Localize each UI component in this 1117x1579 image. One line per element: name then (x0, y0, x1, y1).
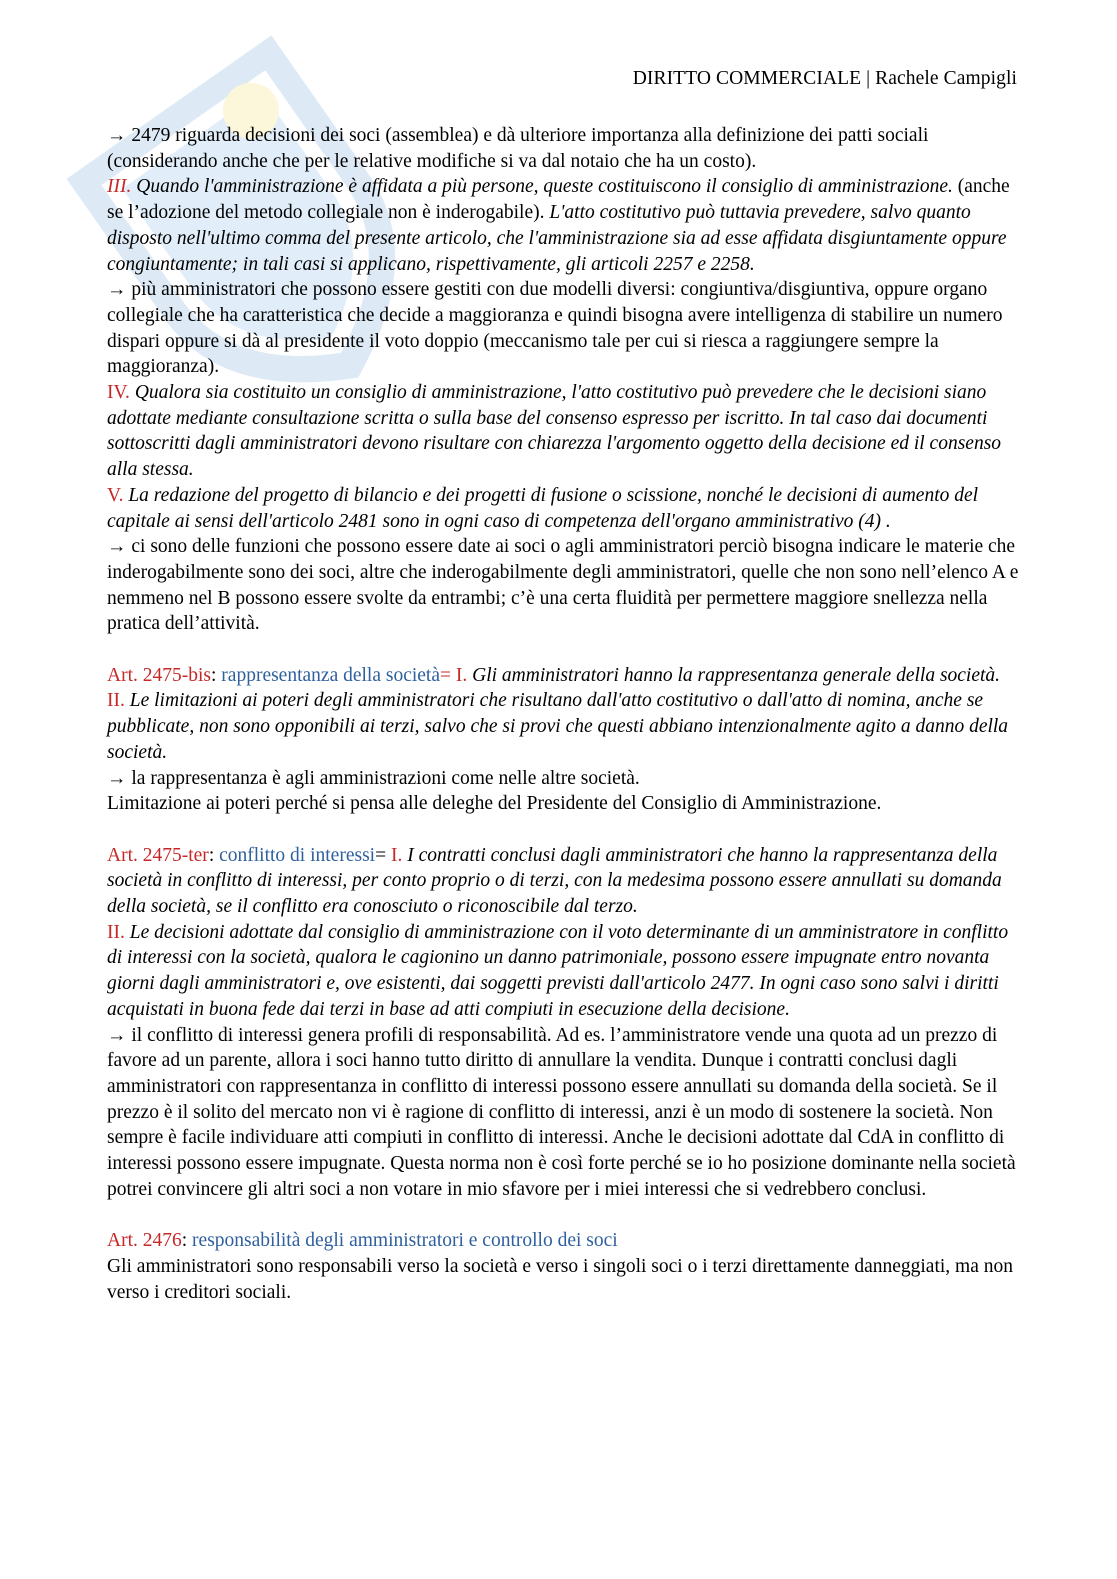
article-ref: Art. 2475-bis (107, 664, 211, 686)
paragraph: II. Le limitazioni ai poteri degli amministratori che risultano dall'atto costitutivo o dall'atto di nomina, anche se pubblicate, non sono opponibili ai terzi, salvo che si provi che questi abbiano intenzionalmente agito a danno della società. (107, 690, 1009, 763)
article-title: conflitto di interessi (219, 844, 376, 866)
article-heading: Art. 2476: responsabilità degli amministratori e controllo dei soci (107, 1230, 618, 1252)
article-heading: Art. 2475-bis: rappresentanza della società= I. Gli amministratori hanno la rappresentanza generale della società. (107, 664, 1001, 686)
article-ref: Art. 2475-ter (107, 844, 209, 866)
paragraph: → 2479 riguarda decisioni dei soci (assemblea) e dà ulteriore importanza alla definizione dei patti sociali (considerando anche che per le relative modifiche si va dal notaio che ha un costo). (107, 125, 929, 172)
paragraph: V. La redazione del progetto di bilancio e dei progetti di fusione o scissione, nonché le decisioni di aumento del capitale ai sensi dell'articolo 2481 sono in ogni caso di competenza dell'organo amministrativo (4) . (107, 484, 979, 532)
paragraph: Limitazione ai poteri perché si pensa alle deleghe del Presidente del Consiglio di Amministrazione. (107, 793, 882, 815)
paragraph: II. Le decisioni adottate dal consiglio di amministrazione con il voto determinante di un amministratore in conflitto di interessi con la società, qualora le cagionino un danno patrimoniale, possono essere impugnate entro novanta giorni dagli amministratori e, ove esistenti, dai soggetti previsti dall'articolo 2477. In ogni caso sono salvi i diritti acquistati in buona fede dai terzi in base ad atti compiuti in esecuzione della decisione. (107, 921, 1009, 1020)
roman-numeral: III. (107, 176, 132, 198)
article-title: responsabilità degli amministratori e controllo dei soci (192, 1230, 618, 1252)
paragraph: III. Quando l'amministrazione è affidata a più persone, queste costituiscono il consiglio di amministrazione. (anche se l’adozione del metodo collegiale non è inderogabile). L'atto costitutivo può tuttavia prevedere, salvo quanto disposto nell'ultimo comma del presente articolo, che l'amministrazione sia ad esse affidata disgiuntamente oppure congiuntamente; in tali casi si applicano, rispettivamente, gli articoli 2257 e 2258. (107, 176, 1010, 275)
paragraph: → la rappresentanza è agli amministrazioni come nelle altre società. (107, 767, 640, 789)
paragraph: IV. Qualora sia costituito un consiglio di amministrazione, l'atto costitutivo può prevedere che le decisioni siano adottate mediante consultazione scritta o sulla base del consenso espresso per iscritto. In tal caso dai documenti sottoscritti dagli amministratori devono risultare con chiarezza l'argomento oggetto della decisione ed il consenso alla stessa. (107, 382, 1002, 481)
paragraph: → il conflitto di interessi genera profili di responsabilità. Ad es. l’amministratore vende una quota ad un prezzo di favore ad un parente, allora i soci hanno tutto diritto di annullare la vendita. Dunque i contratti conclusi dagli amministratori con rappresentanza in conflitto di interessi possono essere annullati su domanda della società. Se il prezzo è il solito del mercato non vi è ragione di conflitto di interessi, anzi è un modo di sostenere la società. Non sempre è facile individuare atti compiuti in conflitto di interessi. Anche le decisioni adottate dal CdA in conflitto di interessi possono essere impugnate. Questa norma non è così forte perché se io ho posizione dominante nella società potrei convincere gli altri soci a non votare in mio sfavore per i miei interessi che si vedrebbero conclusi. (107, 1024, 1016, 1200)
paragraph: Gli amministratori sono responsabili verso la società e verso i singoli soci o i terzi direttamente danneggiati, ma non verso i creditori sociali. (107, 1255, 1013, 1303)
page-header: DIRITTO COMMERCIALE | Rachele Campigli (632, 68, 1017, 89)
roman-numeral: II. (107, 921, 125, 943)
paragraph: → più amministratori che possono essere gestiti con due modelli diversi: congiuntiva/disgiuntiva, oppure organo collegiale che ha caratteristica che decide a maggioranza e quindi bisogna avere intelligenza di stabilire un numero dispari oppure si dà al presidente il voto doppio (meccanismo tale per cui si riesca a raggiungere sempre la maggioranza). (107, 279, 1003, 378)
article-ref: Art. 2476 (107, 1230, 182, 1252)
paragraph: → ci sono delle funzioni che possono essere date ai soci o agli amministratori perciò bisogna indicare le materie che inderogabilmente sono dei soci, altre che inderogabilmente degli amministratori, quelle che non sono nell’elenco A e nemmeno nel B possono essere svolte da entrambi; c’è una certa fluidità per permettere maggiore snellezza nella pratica dell’attività. (107, 536, 1019, 635)
roman-numeral: IV. (107, 382, 130, 404)
document-body (107, 123, 1022, 1305)
article-title: rappresentanza della società (221, 664, 441, 686)
roman-numeral: V. (107, 484, 124, 506)
roman-numeral: I. (455, 664, 468, 686)
article-heading: Art. 2475-ter: conflitto di interessi= I. I contratti conclusi dagli amministratori che hanno la rappresentanza della società in conflitto di interessi, per conto proprio o di terzi, con la medesima possono essere annullati su domanda della società, se il conflitto era conosciuto o riconoscibile dal terzo. (107, 844, 1002, 918)
roman-numeral: I. (390, 844, 403, 866)
roman-numeral: II. (107, 690, 125, 712)
